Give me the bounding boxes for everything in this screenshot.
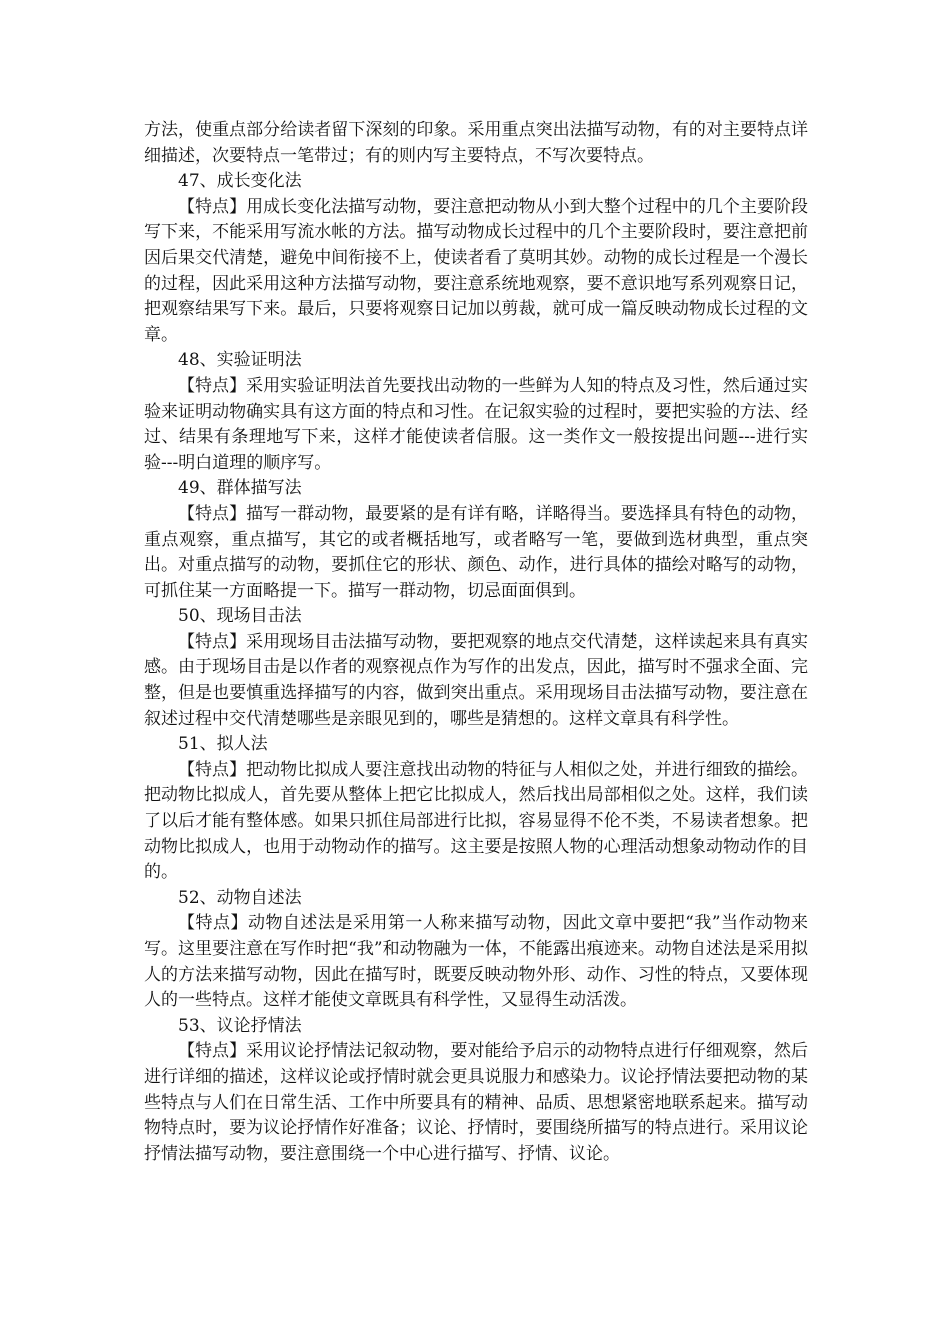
document-page <box>144 118 808 1167</box>
section-body-50: 【特点】采用现场目击法描写动物，要把观察的地点交代清楚，这样读起来具有真实感。由于现场目击是以作者的观察视点作为写作的出发点，因此，描写时不强求全面、完整，但是也要慎重选择描写的内容，做到突出重点。采用现场目击法描写动物，要注意在叙述过程中交代清楚哪些是亲眼见到的，哪些是猜想的。这样文章具有科学性。 <box>144 631 808 729</box>
section-heading-52: 52、动物自述法 <box>178 887 302 908</box>
section-heading-50: 50、现场目击法 <box>178 606 302 627</box>
intro-paragraph: 方法，使重点部分给读者留下深刻的印象。采用重点突出法描写动物，有的对主要特点详细描述，次要特点一笔带过；有的则内写主要特点，不写次要特点。 <box>144 120 808 166</box>
section-body-49: 【特点】描写一群动物，最要紧的是有详有略，详略得当。要选择具有特色的动物，重点观察，重点描写，其它的或者概括地写，或者略写一笔，要做到选材典型，重点突出。对重点描写的动物，要抓住它的形状、颜色、动作，进行具体的描绘对略写的动物，可抓住某一方面略提一下。描写一群动物，切忌面面俱到。 <box>144 503 808 601</box>
section-body-47: 【特点】用成长变化法描写动物，要注意把动物从小到大整个过程中的几个主要阶段写下来，不能采用写流水帐的方法。描写动物成长过程中的几个主要阶段时，要注意把前因后果交代清楚，避免中间衔接不上，使读者看了莫明其妙。动物的成长过程是一个漫长的过程，因此采用这种方法描写动物，要注意系统地观察，要不意识地写系列观察日记，把观察结果写下来。最后，只要将观察日记加以剪裁，就可成一篇反映动物成长过程的文章。 <box>144 196 808 345</box>
section-heading-47: 47、成长变化法 <box>178 171 302 192</box>
section-heading-51: 51、拟人法 <box>178 734 268 755</box>
section-body-52: 【特点】动物自述法是采用第一人称来描写动物，因此文章中要把“我”当作动物来写。这里要注意在写作时把“我”和动物融为一体，不能露出痕迹来。动物自述法是采用拟人的方法来描写动物，因此在描写时，既要反映动物外形、动作、习性的特点，又要体现人的一些特点。这样才能使文章既具有科学性，又显得生动活泼。 <box>144 913 808 1011</box>
section-heading-49: 49、群体描写法 <box>178 478 302 499</box>
section-body-48: 【特点】采用实验证明法首先要找出动物的一些鲜为人知的特点及习性，然后通过实验来证明动物确实具有这方面的特点和习性。在记叙实验的过程时，要把实验的方法、经过、结果有条理地写下来，这样才能使读者信服。这一类作文一般按提出问题---进行实验---明白道理的顺序写。 <box>144 375 808 473</box>
section-heading-53: 53、议论抒情法 <box>178 1015 302 1036</box>
section-body-53: 【特点】采用议论抒情法记叙动物，要对能给予启示的动物特点进行仔细观察，然后进行详细的描述，这样议论或抒情时就会更具说服力和感染力。议论抒情法要把动物的某些特点与人们在日常生活、工作中所要具有的精神、品质、思想紧密地联系起来。描写动物特点时，要为议论抒情作好准备；议论、抒情时，要围绕所描写的特点进行。采用议论抒情法描写动物，要注意围绕一个中心进行描写、抒情、议论。 <box>144 1041 808 1164</box>
section-body-51: 【特点】把动物比拟成人要注意找出动物的特征与人相似之处，并进行细致的描绘。把动物比拟成人，首先要从整体上把它比拟成人，然后找出局部相似之处。这样，我们读了以后才能有整体感。如果只抓住局部进行比拟，容易显得不伦不类，不易读者想象。把动物比拟成人，也用于动物动作的描写。这主要是按照人物的心理活动想象动物动作的目的。 <box>144 759 808 883</box>
section-heading-48: 48、实验证明法 <box>178 350 302 371</box>
